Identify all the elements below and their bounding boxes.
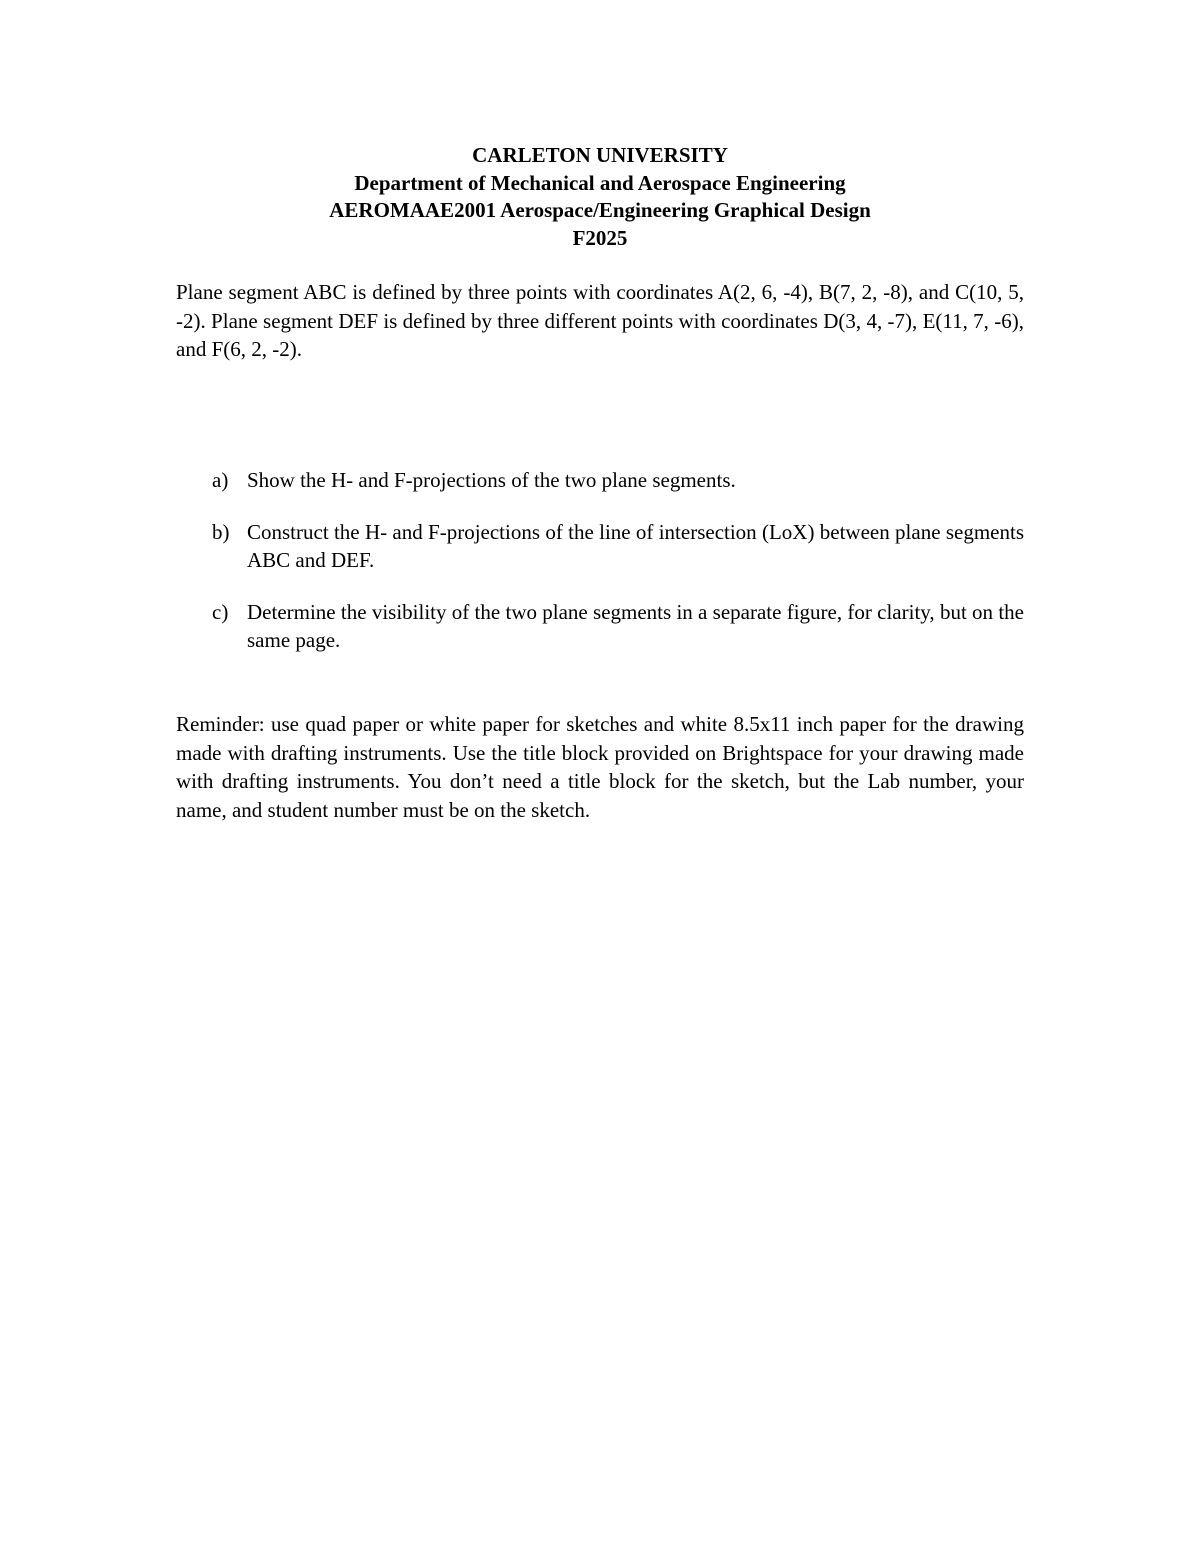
task-text: Show the H- and F-projections of the two plane segments. [247,468,736,492]
reminder-paragraph: Reminder: use quad paper or white paper for sketches and white 8.5x11 inch paper for the drawing made with drafting instruments. Use the title block provided on Brightspace for your drawing made with drafting instruments. You don’t need a title block for the sketch, but the Lab number, your name, and student number must be on the sketch. [176,712,1024,822]
department-name: Department of Mechanical and Aerospace Engineering [354,170,846,195]
task-marker: c) [212,599,229,624]
document-header [0,142,1200,252]
task-item-c [176,598,1024,655]
task-list [176,466,1024,678]
course-title: AEROMAAE2001 Aerospace/Engineering Graphical Design [329,198,871,222]
term-label: F2025 [572,225,628,250]
task-text: Determine the visibility of the two plane segments in a separate figure, for clarity, but on the same page. [247,599,1024,652]
university-name: CARLETON UNIVERSITY [472,143,728,167]
task-item-a [176,466,1024,495]
task-text: Construct the H- and F-projections of the line of intersection (LoX) between plane segments ABC and DEF. [247,519,1024,572]
problem-statement: Plane segment ABC is defined by three points with coordinates A(2, 6, -4), B(7, 2, -8), and C(10, 5, -2). Plane segment DEF is defined by three different points with coordinates D(3, 4, -7), E(11, 7, -6), and F(6, 2, -2). [176,280,1024,361]
task-marker: a) [212,468,229,492]
task-item-b [176,518,1024,575]
task-marker: b) [212,519,230,544]
